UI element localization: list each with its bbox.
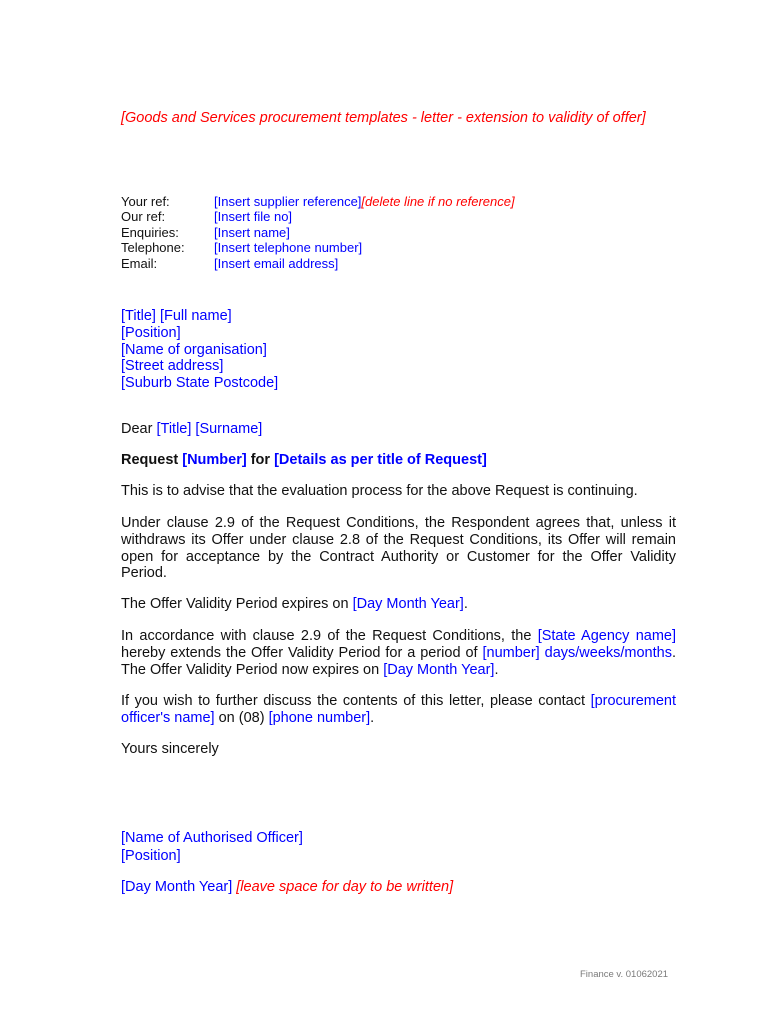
address-line: [Title] [Full name] — [121, 308, 232, 324]
recipient-address — [121, 308, 278, 392]
ref-row-email — [121, 256, 515, 271]
ref-label: Email: — [121, 255, 158, 271]
date-note: [leave space for day to be written] — [236, 879, 454, 895]
ref-row-telephone — [121, 240, 515, 255]
letter-date: [Day Month Year] — [121, 879, 233, 895]
new-expiry-date: [Day Month Year] — [383, 661, 495, 678]
ref-value: [Insert email address] — [214, 255, 339, 271]
ref-value: [Insert name] — [214, 224, 290, 240]
state-agency-name: [State Agency name] — [537, 628, 676, 644]
address-line: [Suburb State Postcode] — [121, 375, 279, 392]
subject-details: [Details as per title of Request] — [274, 452, 487, 468]
ref-row-your-ref — [121, 194, 515, 209]
subject-line: Request [Number] for [Details as per title of Request] — [121, 452, 487, 468]
ref-row-our-ref — [121, 209, 515, 224]
paragraph-expiry: The Offer Validity Period expires on [Day Month Year]. — [121, 596, 468, 612]
address-line: [Position] — [121, 324, 181, 341]
ref-value: [Insert telephone number] — [214, 240, 363, 256]
extension-period: [number] days/weeks/months — [482, 644, 672, 661]
paragraph-contact: If you wish to further discuss the contents of this letter, please contact [procurement officer's name] on (08) [phone number]. — [121, 693, 676, 726]
ref-row-enquiries — [121, 225, 515, 240]
ref-label: Enquiries: — [121, 224, 179, 240]
signatory-name: [Name of Authorised Officer] — [121, 830, 303, 846]
footer-version: Finance v. 01062021 — [580, 969, 669, 980]
address-line: [Street address] — [121, 358, 224, 375]
subject-number: [Number] — [182, 452, 247, 468]
paragraph-clause: Under clause 2.9 of the Request Conditions, the Respondent agrees that, unless it withdraws its Offer under clause 2.8 of the Request Conditions, its Offer will remain open for acceptance by the Contract Authority or Customer for the Offer Validity Period. — [121, 515, 676, 582]
address-line: [Name of organisation] — [121, 341, 267, 358]
date-line — [121, 879, 676, 896]
ref-value: [Insert supplier reference] — [214, 194, 362, 209]
paragraph-evaluation: This is to advise that the evaluation process for the above Request is continuing. — [121, 483, 638, 499]
reference-block — [121, 194, 515, 271]
expiry-date: [Day Month Year] — [352, 596, 464, 612]
procurement-officer-name: [procurement officer's name] — [121, 693, 676, 726]
template-banner: [Goods and Services procurement templates - letter - extension to validity of offer] — [121, 110, 646, 126]
paragraph-extension: In accordance with clause 2.9 of the Request Conditions, the [State Agency name] hereby extends the Offer Validity Period for a period of [number] days/weeks/months. The Offer Validity Period now expires on [Day Month Year]. — [121, 628, 676, 678]
salutation-name: [Title] [Surname] — [156, 421, 263, 437]
ref-note: [delete line if no reference] — [361, 194, 515, 209]
signatory-position: [Position] — [121, 848, 181, 864]
ref-label: Our ref: — [121, 209, 166, 225]
ref-label: Telephone: — [121, 240, 185, 256]
closing: Yours sincerely — [121, 741, 219, 757]
ref-label: Your ref: — [121, 194, 170, 209]
phone-number: [phone number] — [268, 709, 371, 726]
ref-value: [Insert file no] — [214, 209, 293, 225]
salutation: Dear [Title] [Surname] — [121, 421, 263, 437]
